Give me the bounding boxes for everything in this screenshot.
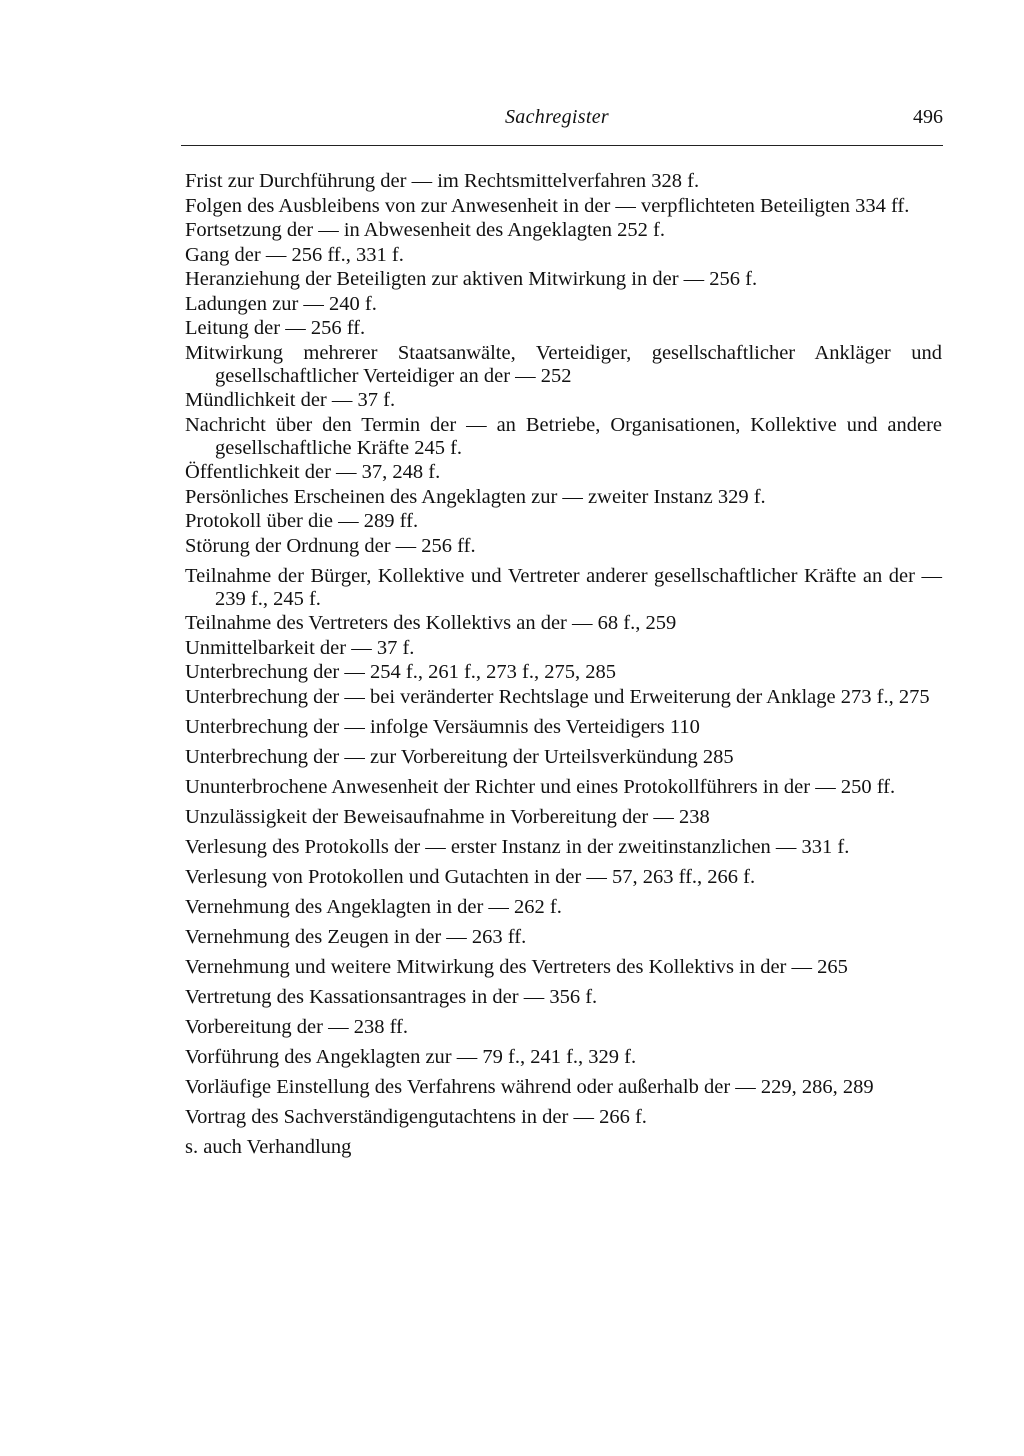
index-entry: s. auch Verhandlung — [185, 1135, 352, 1158]
index-entry: Verlesung von Protokollen und Gutachten in der — 57, 263 ff., 266 f. — [185, 865, 756, 888]
index-entry: Heranziehung der Beteiligten zur aktiven Mitwirkung in der — 256 f. — [185, 268, 758, 290]
index-entry: Persönliches Erscheinen des Angeklagten zur — zweiter Instanz 329 f. — [185, 485, 766, 508]
index-entry: Leitung der — 256 ff. — [185, 317, 366, 339]
index-entry: Nachricht über den Termin der — an Betriebe, Organisationen, Kollektive und andere gesellschaftliche Kräfte 245 f. — [185, 413, 942, 459]
index-entry: Verlesung des Protokolls der — erster Instanz in der zweitinstanzlichen — 331 f. — [185, 835, 850, 858]
index-entry: Vernehmung und weitere Mitwirkung des Vertreters des Kollektivs in der — 265 — [185, 955, 848, 978]
index-entry: Teilnahme des Vertreters des Kollektivs an der — 68 f., 259 — [185, 612, 677, 634]
index-entry: Unterbrechung der — 254 f., 261 f., 273 f., 275, 285 — [185, 661, 616, 683]
index-entry: Folgen des Ausbleibens von zur Anwesenheit in der — verpflichteten Beteiligten 334 ff. — [185, 194, 910, 217]
index-entry: Öffentlichkeit der — 37, 248 f. — [185, 461, 441, 483]
running-title: Sachregister — [505, 106, 609, 128]
index-entry: Unmittelbarkeit der — 37 f. — [185, 636, 415, 659]
index-entry: Mitwirkung mehrerer Staatsanwälte, Verteidiger, gesellschaftlicher Ankläger und gesellschaftlicher Verteidiger an der — 252 — [185, 341, 942, 387]
index-entry: Vernehmung des Angeklagten in der — 262 f. — [185, 895, 562, 918]
header-rule — [181, 145, 943, 146]
index-entry: Unterbrechung der — bei veränderter Rechtslage und Erweiterung der Anklage 273 f., 275 — [185, 685, 930, 708]
index-entry: Vorführung des Angeklagten zur — 79 f., 241 f., 329 f. — [185, 1045, 637, 1068]
index-entry: Unterbrechung der — zur Vorbereitung der Urteilsverkündung 285 — [185, 745, 734, 768]
index-entry: Ununterbrochene Anwesenheit der Richter und eines Protokollführers in der — 250 ff. — [185, 775, 896, 798]
index-entry: Ladungen zur — 240 f. — [185, 292, 377, 315]
index-entry: Unterbrechung der — infolge Versäumnis des Verteidigers 110 — [185, 715, 700, 738]
index-entry: Fortsetzung der — in Abwesenheit des Angeklagten 252 f. — [185, 219, 665, 241]
page-header — [183, 106, 943, 138]
index-entry: Vertretung des Kassationsantrages in der — 356 f. — [185, 985, 598, 1008]
index-entries — [185, 170, 942, 1160]
index-entry: Teilnahme der Bürger, Kollektive und Vertreter anderer gesellschaftlicher Kräfte an der — 239 f., 245 f. — [185, 564, 942, 610]
index-entry: Vernehmung des Zeugen in der — 263 ff. — [185, 925, 527, 948]
index-entry: Frist zur Durchführung der — im Rechtsmittelverfahren 328 f. — [185, 170, 700, 192]
index-entry: Vortrag des Sachverständigengutachtens in der — 266 f. — [185, 1105, 647, 1128]
index-entry: Mündlichkeit der — 37 f. — [185, 389, 396, 411]
index-entry: Vorbereitung der — 238 ff. — [185, 1015, 408, 1038]
index-entry: Gang der — 256 ff., 331 f. — [185, 243, 404, 266]
index-entry: Protokoll über die — 289 ff. — [185, 510, 419, 532]
index-entry: Unzulässigkeit der Beweisaufnahme in Vorbereitung der — 238 — [185, 805, 710, 828]
index-entry: Vorläufige Einstellung des Verfahrens während oder außerhalb der — 229, 286, 289 — [185, 1075, 874, 1098]
index-entry: Störung der Ordnung der — 256 ff. — [185, 534, 476, 557]
page-number: 496 — [913, 106, 943, 128]
